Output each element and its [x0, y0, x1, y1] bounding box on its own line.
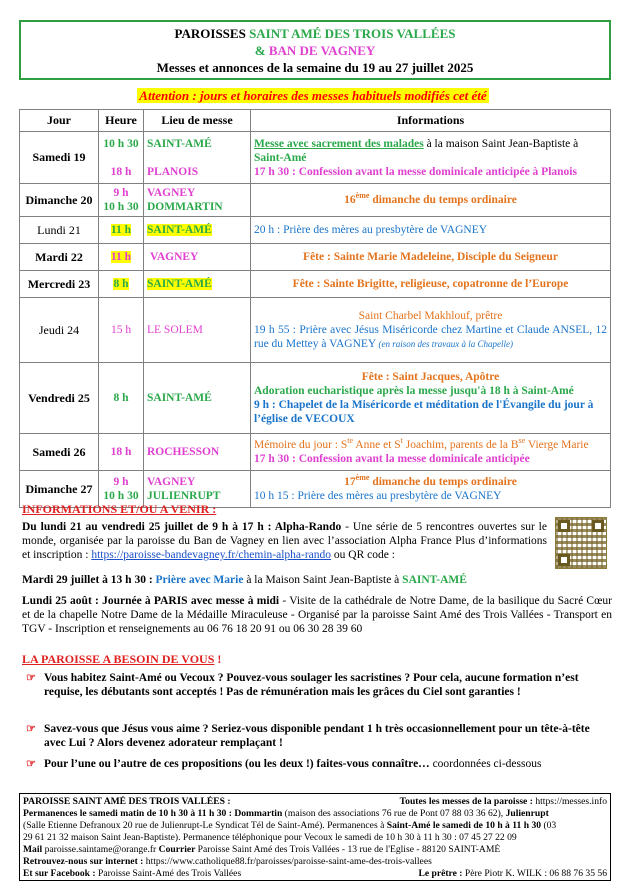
footer-line-3: [23, 820, 607, 832]
attention-text: Attention : jours et horaires des messes habituels modifiés cet été: [139, 88, 487, 103]
list-item: [26, 722, 612, 750]
row-day: Samedi 26: [20, 434, 99, 471]
row-day: Dimanche 27: [20, 471, 99, 508]
place: SAINT-AMÉ: [147, 278, 212, 290]
footer-mail[interactable]: paroisse.saintame@orange.fr: [44, 844, 159, 855]
paris-bold: Lundi 25 août : Journée à PARIS avec messe à midi: [22, 595, 280, 607]
bulletin-header: [19, 20, 611, 80]
footer-messes-link[interactable]: https://messes.info: [535, 796, 607, 807]
row-info: [251, 434, 611, 471]
row-info: [251, 471, 611, 508]
place: LE SOLEM: [147, 324, 203, 336]
list-item: [26, 671, 612, 699]
list-item: [26, 757, 612, 771]
alpha-rando-end: ou QR code :: [331, 549, 395, 561]
row-places: [144, 298, 251, 363]
pointing-hand-icon: ☞: [26, 672, 36, 684]
row-places: [144, 217, 251, 244]
row-day: Lundi 21: [20, 217, 99, 244]
alpha-rando-paragraph: [22, 520, 547, 562]
info-text: dimanche du temps ordinaire: [369, 194, 517, 206]
priere-marie-paragraph: [22, 573, 612, 587]
table-row: [20, 363, 611, 434]
info-text: Adoration eucharistique après la messe jusqu'à 18 h à Saint-Amé: [254, 385, 574, 397]
time: 11 h: [110, 224, 132, 236]
table-row: [20, 184, 611, 217]
footer-facebook[interactable]: Paroisse Saint-Amé des Trois Vallées: [97, 868, 242, 879]
priere-text: à la Maison Saint Jean-Baptiste à: [243, 574, 403, 586]
time: 18 h: [110, 165, 132, 178]
col-header-jour: Jour: [20, 110, 99, 132]
table-row: [20, 298, 611, 363]
info-sup: se: [518, 436, 526, 446]
time: 18 h: [110, 446, 132, 458]
row-places: [144, 271, 251, 298]
row-places: [144, 132, 251, 184]
header-paroisses: PAROISSES: [174, 26, 250, 41]
footer-courrier-label: Courrier: [158, 844, 198, 855]
pointing-hand-icon: ☞: [26, 758, 36, 770]
info-text: dimanche du temps ordinaire: [369, 476, 517, 488]
besoin-title-text: LA PAROISSE A BESOIN DE VOUS: [22, 652, 215, 666]
row-times: [99, 217, 144, 244]
info-text: Mémoire du jour : S: [254, 439, 348, 451]
row-places: [144, 434, 251, 471]
time: 9 h: [113, 187, 129, 199]
row-info: Fête : Sainte Marie Madeleine, Disciple du Seigneur: [251, 244, 611, 271]
place: VAGNEY: [147, 187, 196, 199]
table-row: [20, 271, 611, 298]
footer-pretre: Père Piotr K. WILK : 06 88 76 35 56: [464, 868, 607, 879]
row-times: [99, 363, 144, 434]
place: PLANOIS: [147, 165, 199, 178]
info-text: 17: [344, 476, 356, 488]
footer-web-label: Retrouvez-nous sur internet :: [23, 856, 146, 867]
contact-footer: [19, 793, 611, 881]
footer-l3-bold: Saint-Amé le samedi de 10 h à 11 h 30: [386, 820, 542, 831]
time: 10 h 30: [103, 137, 139, 150]
footer-web-link[interactable]: https://www.catholique88.fr/paroisses/paroisse-saint-ame-des-trois-vallees: [145, 856, 432, 867]
footer-l3-end: (03: [541, 820, 557, 831]
priere-date: Mardi 29 juillet à 13 h 30 :: [22, 574, 156, 586]
info-text: Joachim, parents de la B: [402, 439, 519, 451]
footer-mail-label: Mail: [23, 844, 45, 855]
row-places: [144, 363, 251, 434]
table-row: [20, 434, 611, 471]
info-text: Saint Charbel Makhlouf, prêtre: [358, 310, 503, 322]
footer-line-7: [23, 868, 607, 880]
header-ban-de-vagney: BAN DE VAGNEY: [268, 43, 376, 58]
header-saint-ame: SAINT AMÉ DES TROIS VALLÉES: [249, 26, 456, 41]
footer-pretre-label: Le prêtre :: [418, 868, 465, 879]
time: 9 h: [113, 476, 129, 488]
info-text: Messe avec sacrement des malades: [254, 137, 424, 150]
info-sup: ème: [355, 473, 370, 483]
footer-courrier: Paroisse Saint Amé des Trois Vallées - 13 rue de l'Eglise - 88120 SAINT-AMÉ: [197, 844, 501, 855]
time: 15 h: [110, 324, 132, 336]
place: VAGNEY: [147, 476, 196, 488]
info-text: à la maison Saint Jean-Baptiste à: [423, 137, 579, 150]
info-text: 16: [344, 194, 356, 206]
info-text: Saint-Amé: [254, 151, 307, 164]
alpha-rando-text: - Une série de 5 rencontres ouvertes sur le monde, organisée par la paroisse du Ban de Vagney en lien avec l’association Alpha France Plus d’informations et inscription :: [22, 521, 547, 561]
info-text: 10 h 15 : Prière des mères au presbytère de VAGNEY: [254, 490, 502, 502]
col-header-lieu: Lieu de messe: [144, 110, 251, 132]
table-row: [20, 217, 611, 244]
footer-perm-text: (maison des associations 76 rue de Pont 07 88 03 36 62),: [282, 808, 506, 819]
footer-line-2: [23, 808, 607, 820]
table-row: [20, 244, 611, 271]
info-text: Fête : Saint Jacques, Apôtre: [361, 371, 500, 383]
priere-place: SAINT-AMÉ: [402, 574, 467, 586]
footer-line-6: [23, 856, 607, 868]
besoin-item-1: Vous habitez Saint-Amé ou Vecoux ? Pouvez-vous soulager les sacristines ? Pour cela, aucune formation n’est requise, les débutants sont acceptés ! Pas de rémunération mais les grâces du Ciel sont garanties !: [44, 672, 579, 698]
place: SAINT-AMÉ: [147, 392, 212, 404]
footer-facebook-label: Et sur Facebook :: [23, 868, 98, 879]
mass-schedule-table: [19, 109, 611, 508]
row-places: [144, 184, 251, 217]
row-day: Mardi 22: [20, 244, 99, 271]
table-header-row: [20, 110, 611, 132]
row-info: [251, 363, 611, 434]
row-day: Samedi 19: [20, 132, 99, 184]
info-text: 17 h 30 : Confession avant la messe dominicale anticipée à Planois: [254, 165, 577, 178]
footer-julienrupt: Julienrupt: [505, 808, 549, 819]
row-info: [251, 184, 611, 217]
info-text: 17 h 30 : Confession avant la messe dominicale anticipée: [254, 453, 530, 465]
row-day: Dimanche 20: [20, 184, 99, 217]
row-times: [99, 244, 144, 271]
footer-perm-bold: Permanences le samedi matin de 10 h 30 à 11 h 30 : Dommartin: [23, 808, 283, 819]
besoin-item-2: Savez-vous que Jésus vous aime ? Seriez-vous disponible pendant 1 h très occasionnellement pour un tête-à-tête avec Lui ? Alors devenez adorateur remplaçant !: [44, 723, 590, 749]
besoin-title-end: !: [214, 652, 222, 666]
row-times: [99, 434, 144, 471]
place: SAINT-AMÉ: [147, 224, 212, 236]
paris-text: - Visite de la cathédrale de Notre Dame, de la basilique du Sacré Cœur et de la chapelle Notre Dame de la Médaille Miraculeuse - Organisé par la paroisse Saint Amé des Trois Vallées - Transport en TGV - Inscription et renseignements au 06 76 18 20 91 ou 06 30 28 39 60: [22, 595, 612, 635]
col-header-informations: Informations: [251, 110, 611, 132]
info-sup: te: [347, 436, 354, 446]
row-times: [99, 298, 144, 363]
footer-line-1: [23, 796, 607, 808]
infos-title: INFORMATIONS ET/OU A VENIR :: [22, 502, 217, 516]
row-times: [99, 184, 144, 217]
time: 10 h 30: [103, 490, 139, 502]
alpha-rando-bold: Du lundi 21 au vendredi 25 juillet de 9 h à 17 h : Alpha-Rando: [22, 521, 342, 533]
info-note: (en raison des travaux à la Chapelle): [376, 339, 513, 349]
place: SAINT-AMÉ: [147, 137, 212, 150]
pointing-hand-icon: ☞: [26, 723, 36, 735]
header-line-2: [21, 42, 609, 59]
time: 8 h: [113, 392, 129, 404]
footer-parish-name: PAROISSE SAINT AMÉ DES TROIS VALLÉES :: [23, 796, 231, 807]
info-text: Vierge Marie: [525, 439, 589, 451]
row-places: [144, 244, 251, 271]
col-header-heure: Heure: [99, 110, 144, 132]
row-times: [99, 132, 144, 184]
time: 11 h: [110, 251, 132, 263]
footer-line-5: [23, 844, 607, 856]
attention-banner: [0, 88, 626, 104]
place: VAGNEY: [150, 251, 199, 263]
place: DOMMARTIN: [147, 201, 223, 213]
info-sup: ème: [355, 191, 370, 201]
time: 8 h: [113, 278, 129, 290]
footer-messes-label: Toutes les messes de la paroisse :: [399, 796, 536, 807]
row-info: 20 h : Prière des mères au presbytère de VAGNEY: [251, 217, 611, 244]
footer-line-4: 29 61 21 32 maison Saint Jean-Baptiste). Permanence téléphonique pour Vecoux le samedi de 10 h 30 à 11 h 30 : 07 45 27 22 09: [23, 832, 517, 843]
row-info: [251, 298, 611, 363]
row-day: Jeudi 24: [20, 298, 99, 363]
besoin-item-3-text: coordonnées ci-dessous: [429, 758, 542, 770]
header-line-1: [21, 25, 609, 42]
besoin-title: [22, 652, 221, 667]
qr-code-icon[interactable]: [555, 517, 607, 569]
place: JULIENRUPT: [147, 490, 221, 502]
info-text: Anne et S: [353, 439, 401, 451]
info-text: 19 h 55 : Prière avec Jésus Miséricorde chez Martine et Claude ANSEL, 12 rue du Mettey à VAGNEY: [254, 324, 607, 350]
row-day: Mercredi 23: [20, 271, 99, 298]
row-info: Fête : Sainte Brigitte, religieuse, copatronne de l’Europe: [251, 271, 611, 298]
paris-paragraph: [22, 594, 612, 636]
row-day: Vendredi 25: [20, 363, 99, 434]
time: 10 h 30: [103, 201, 139, 213]
table-row: [20, 132, 611, 184]
priere-title: Prière avec Marie: [155, 574, 244, 586]
alpha-rando-link[interactable]: https://paroisse-bandevagney.fr/chemin-alpha-rando: [91, 549, 332, 561]
besoin-item-3-bold: Pour l’une ou l’autre de ces propositions (ou les deux !) faites-vous connaître…: [44, 758, 430, 770]
info-sup: t: [400, 436, 403, 446]
footer-l3-text: (Salle Etienne Defranoux 20 rue de Julienrupt-Le Syndicat Tél de Saint-Amé). Permanences à: [23, 820, 387, 831]
place: ROCHESSON: [147, 446, 220, 458]
header-amp: &: [254, 43, 269, 58]
info-text: 9 h : Chapelet de la Miséricorde et méditation de l'Évangile du jour à l’église de VECOUX: [254, 399, 594, 425]
row-info: [251, 132, 611, 184]
header-line-3: Messes et annonces de la semaine du 19 au 27 juillet 2025: [156, 60, 474, 75]
row-times: [99, 271, 144, 298]
